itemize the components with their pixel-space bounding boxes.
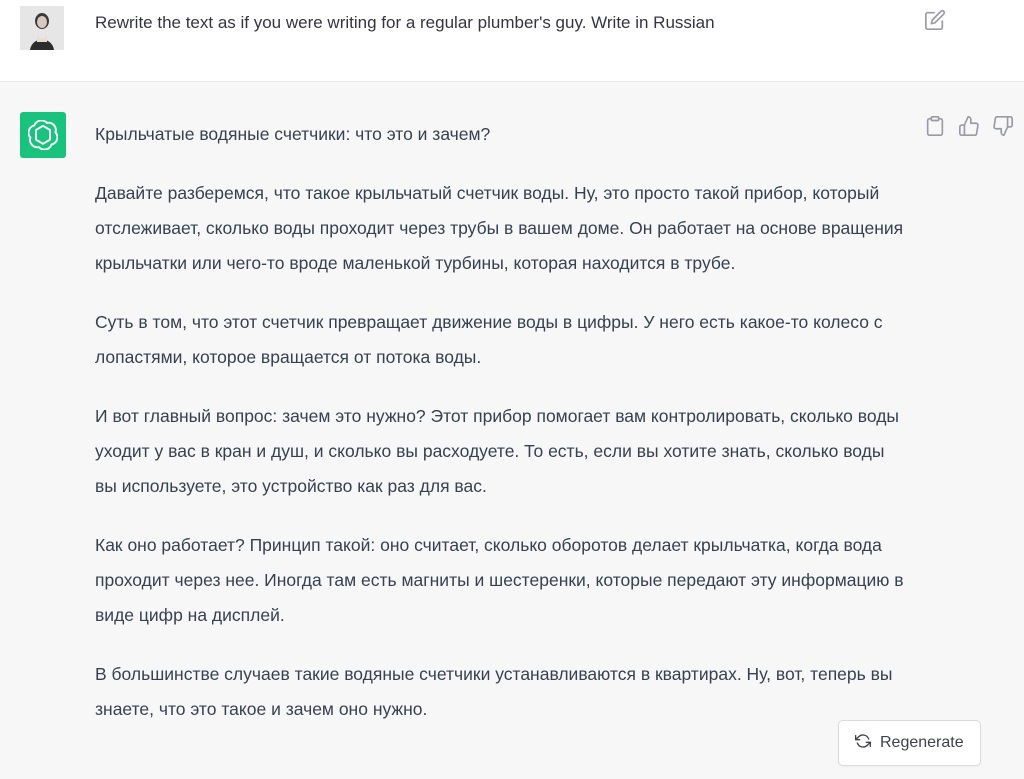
response-paragraph: Суть в том, что этот счетчик превращает движение воды в цифры. У него есть какое-то колесо с лопастями, которое вращается от потока воды. [95, 312, 883, 367]
regenerate-label: Regenerate [880, 734, 964, 751]
response-paragraph: Давайте разберемся, что такое крыльчатый счетчик воды. Ну, это просто такой прибор, который отслеживает, сколько воды проходит через трубы в вашем доме. Он работает на основе вращения крыльчатки или чего-то вроде маленькой турбины, которая находится в трубе. [95, 183, 904, 273]
clipboard-icon[interactable] [924, 115, 946, 137]
response-paragraph: И вот главный вопрос: зачем это нужно? Этот прибор помогает вам контролировать, сколько воды уходит у вас в кран и душ, и сколько вы расходуете. То есть, если вы хотите знать, сколько воды вы используете, это устройство как раз для вас. [95, 406, 900, 496]
message-actions [924, 115, 1014, 139]
regenerate-button[interactable] [838, 720, 981, 766]
response-heading: Крыльчатые водяные счетчики: что это и зачем? [95, 124, 491, 144]
response-paragraph: Как оно работает? Принцип такой: оно считает, сколько оборотов делает крыльчатка, когда вода проходит через нее. Иногда там есть магниты и шестеренки, которые передают эту информацию в виде цифр на дисплей. [95, 535, 904, 625]
thumbs-down-icon[interactable] [992, 115, 1014, 137]
user-message-row [0, 0, 1024, 82]
response-paragraph: В большинстве случаев такие водяные счетчики устанавливаются в квартирах. Ну, вот, теперь вы знаете, что это такое и зачем оно нужно. [95, 664, 893, 719]
edit-icon[interactable] [924, 9, 948, 33]
thumbs-up-icon[interactable] [958, 115, 980, 137]
user-avatar [20, 6, 64, 50]
assistant-response [95, 117, 905, 751]
assistant-message-row [0, 82, 1024, 779]
refresh-icon [855, 733, 871, 754]
user-message-text: Rewrite the text as if you were writing for a regular plumber's guy. Write in Russian [95, 13, 715, 32]
openai-logo-icon [20, 112, 66, 158]
